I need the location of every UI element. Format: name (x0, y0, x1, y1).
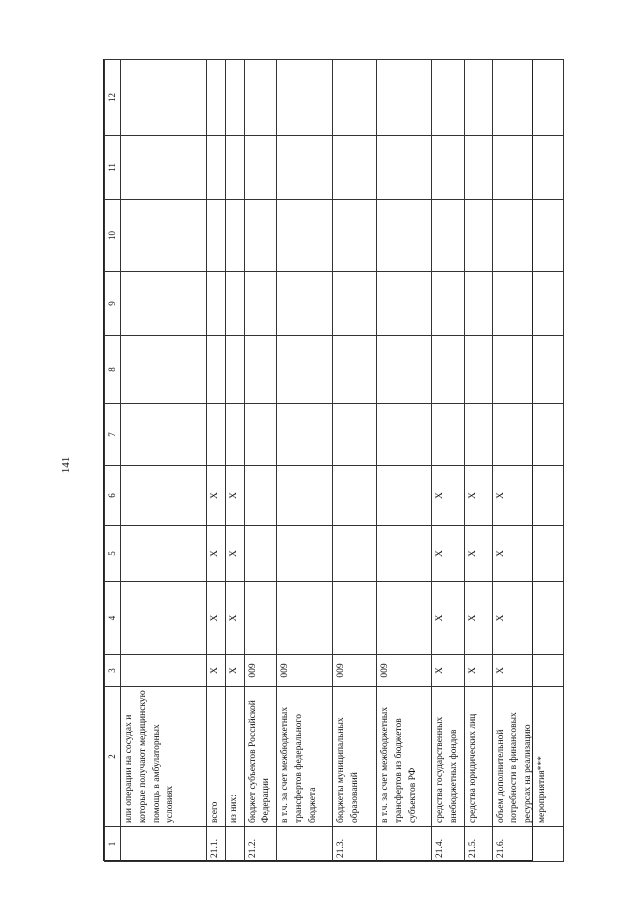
row-number-cell (121, 827, 207, 862)
value-cell: X (207, 582, 226, 655)
indicator-cell: объем дополнительной потребности в финансовых ресурсах на реализацию мероприятия*** (492, 687, 563, 827)
value-cell: X (225, 466, 244, 526)
code-cell: 009 (377, 655, 432, 687)
value-cell: X (492, 526, 563, 582)
row-number-cell: 21.2. (244, 827, 277, 862)
code-cell: X (432, 655, 465, 687)
value-cell: X (432, 526, 465, 582)
value-cell (121, 136, 207, 200)
code-cell: 009 (244, 655, 277, 687)
value-cell (492, 404, 563, 466)
value-cell (464, 272, 492, 336)
value-cell (277, 582, 333, 655)
indicator-cell: из них: (225, 687, 244, 827)
value-cell (377, 526, 432, 582)
table-body (121, 60, 564, 862)
table-row (277, 60, 333, 862)
value-cell (244, 60, 277, 136)
header-cell: 9 (105, 272, 121, 336)
value-cell: X (464, 466, 492, 526)
header-cell: 7 (105, 404, 121, 466)
table-row (333, 60, 377, 862)
value-cell (207, 336, 226, 404)
page-number: 141 (60, 456, 72, 474)
value-cell (377, 404, 432, 466)
row-number-cell: 21.5. (464, 827, 492, 862)
header-cell: 1 (105, 827, 121, 862)
value-cell (432, 136, 465, 200)
table-row (244, 60, 277, 862)
value-cell (333, 404, 377, 466)
value-cell (377, 200, 432, 272)
header-cell: 12 (105, 60, 121, 136)
value-cell (244, 526, 277, 582)
indicator-cell: бюджет субъектов Российской Федерации (244, 687, 277, 827)
code-cell: X (207, 655, 226, 687)
row-number-cell (225, 827, 244, 862)
value-cell (377, 136, 432, 200)
value-cell (225, 404, 244, 466)
value-cell (333, 136, 377, 200)
value-cell (464, 336, 492, 404)
table-row (492, 60, 563, 862)
code-cell: 009 (277, 655, 333, 687)
rotated-table-container (104, 60, 547, 862)
value-cell (277, 136, 333, 200)
value-cell: X (492, 582, 563, 655)
row-number-cell: 21.6. (492, 827, 563, 862)
value-cell (207, 60, 226, 136)
value-cell (121, 336, 207, 404)
value-cell: X (432, 466, 465, 526)
indicator-cell: средства юридических лиц (464, 687, 492, 827)
value-cell: X (492, 466, 563, 526)
indicator-cell: всего (207, 687, 226, 827)
value-cell (333, 60, 377, 136)
value-cell (244, 404, 277, 466)
value-cell (277, 60, 333, 136)
value-cell (492, 60, 563, 136)
header-cell: 10 (105, 200, 121, 272)
table-row (464, 60, 492, 862)
value-cell: X (225, 582, 244, 655)
value-cell (492, 200, 563, 272)
value-cell: X (464, 582, 492, 655)
code-cell: X (464, 655, 492, 687)
table-row (432, 60, 465, 862)
header-cell: 3 (105, 655, 121, 687)
header-cell: 6 (105, 466, 121, 526)
value-cell (121, 526, 207, 582)
header-cell: 2 (105, 687, 121, 827)
value-cell: X (225, 526, 244, 582)
value-cell (492, 272, 563, 336)
value-cell (377, 272, 432, 336)
value-cell (277, 466, 333, 526)
value-cell (121, 60, 207, 136)
value-cell (207, 404, 226, 466)
value-cell (244, 582, 277, 655)
value-cell (377, 582, 432, 655)
row-number-cell (277, 827, 333, 862)
value-cell (492, 336, 563, 404)
value-cell (333, 526, 377, 582)
value-cell: X (207, 466, 226, 526)
value-cell (377, 60, 432, 136)
header-cell: 5 (105, 526, 121, 582)
value-cell (225, 60, 244, 136)
value-cell (207, 200, 226, 272)
code-cell: 009 (333, 655, 377, 687)
financing-table (104, 59, 564, 862)
value-cell (244, 466, 277, 526)
indicator-cell: или операции на сосудах и которые получают медицинскую помощь в амбулаторных условиях (121, 687, 207, 827)
value-cell (244, 272, 277, 336)
value-cell (121, 404, 207, 466)
value-cell (121, 200, 207, 272)
indicator-cell: бюджеты муниципальных образований (333, 687, 377, 827)
header-row (105, 60, 121, 862)
value-cell (333, 466, 377, 526)
value-cell (244, 200, 277, 272)
value-cell: X (464, 526, 492, 582)
value-cell (207, 272, 226, 336)
value-cell (225, 336, 244, 404)
table-row (207, 60, 226, 862)
value-cell: X (432, 582, 465, 655)
value-cell (432, 404, 465, 466)
row-number-cell: 21.4. (432, 827, 465, 862)
indicator-cell: средства государственных внебюджетных фондов (432, 687, 465, 827)
code-cell (121, 655, 207, 687)
value-cell (432, 200, 465, 272)
value-cell (225, 136, 244, 200)
value-cell (121, 582, 207, 655)
table-frame (103, 59, 547, 861)
value-cell (225, 272, 244, 336)
value-cell (333, 200, 377, 272)
value-cell (207, 136, 226, 200)
value-cell (121, 272, 207, 336)
header-cell: 4 (105, 582, 121, 655)
table-row (225, 60, 244, 862)
value-cell (277, 336, 333, 404)
value-cell (432, 60, 465, 136)
value-cell (464, 404, 492, 466)
value-cell (432, 272, 465, 336)
value-cell (492, 136, 563, 200)
header-cell: 11 (105, 136, 121, 200)
indicator-cell: в т.ч. за счет межбюджетных трансфертов федерального бюджета (277, 687, 333, 827)
code-cell: X (492, 655, 563, 687)
value-cell (225, 200, 244, 272)
value-cell (277, 272, 333, 336)
value-cell (377, 336, 432, 404)
value-cell (121, 466, 207, 526)
value-cell (277, 404, 333, 466)
value-cell (464, 60, 492, 136)
indicator-cell: в т.ч. за счет межбюджетных трансфертов из бюджетов субъектов РФ (377, 687, 432, 827)
header-cell: 8 (105, 336, 121, 404)
code-cell: X (225, 655, 244, 687)
table-row (121, 60, 207, 862)
row-number-cell: 21.1. (207, 827, 226, 862)
value-cell (333, 336, 377, 404)
value-cell: X (207, 526, 226, 582)
value-cell (464, 200, 492, 272)
value-cell (244, 136, 277, 200)
value-cell (277, 526, 333, 582)
table-row (377, 60, 432, 862)
value-cell (244, 336, 277, 404)
value-cell (377, 466, 432, 526)
value-cell (333, 272, 377, 336)
value-cell (432, 336, 465, 404)
value-cell (333, 582, 377, 655)
value-cell (277, 200, 333, 272)
row-number-cell: 21.3. (333, 827, 377, 862)
value-cell (464, 136, 492, 200)
row-number-cell (377, 827, 432, 862)
